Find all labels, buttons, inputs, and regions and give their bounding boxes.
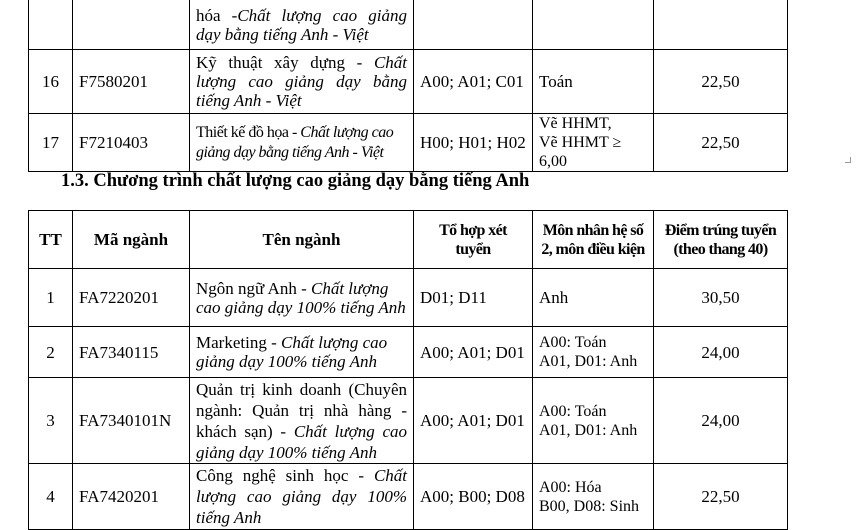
program-name [190, 327, 414, 378]
header-score [654, 211, 788, 269]
weighted-subject-line: Toán [539, 72, 573, 91]
admission-combination: A00; B00; D08 [414, 464, 533, 530]
program-name [190, 464, 414, 530]
table-row [29, 327, 788, 378]
weighted-subject-line: A00: Toán [539, 334, 607, 351]
row-number: 1 [29, 269, 73, 327]
program-code: FA7420201 [73, 464, 190, 530]
weighted-subject [533, 327, 654, 378]
row-number: 3 [29, 378, 73, 464]
table-row [29, 0, 788, 50]
program-name-italic: Chất lượng cao giảng dạy 100% tiếng Anh [196, 333, 388, 371]
weighted-subject-line: Vẽ HHMT, [539, 115, 612, 132]
program-name-plain: Quản trị kinh doanh (Chuyên ngành: Quản trị nhà hàng - khách sạn) - [196, 379, 407, 441]
weighted-subject [533, 378, 654, 464]
program-name-italic: Chất lượng cao giảng dạy bằng tiếng Anh - Việt [196, 123, 394, 161]
row-number: 4 [29, 464, 73, 530]
program-name-italic: Chất lượng cao giảng dạy 100% tiếng Anh [196, 466, 407, 527]
header-subject [533, 211, 654, 269]
header-combination: Tổ hợp xét tuyển [414, 211, 533, 269]
program-name-italic: Chất lượng cao giảng dạy bằng tiếng Anh - Việt [196, 5, 407, 44]
admission-combination: A00; A01; C01 [414, 50, 533, 114]
program-code: FA7340101N [73, 378, 190, 464]
weighted-subject-line: A01, D01: Anh [539, 353, 638, 370]
program-code [73, 0, 190, 50]
table-row [29, 50, 788, 114]
cutoff-score [654, 0, 788, 50]
weighted-subject [533, 0, 654, 50]
cutoff-score: 22,50 [654, 50, 788, 114]
row-number: 16 [29, 50, 73, 114]
weighted-subject [533, 464, 654, 530]
weighted-subject [533, 50, 654, 114]
program-code: FA7220201 [73, 269, 190, 327]
program-name-plain: Marketing - [196, 333, 281, 352]
admission-combination: H00; H01; H02 [414, 114, 533, 172]
table-row [29, 269, 788, 327]
header-subject-line: 2, môn điều kiện [541, 240, 645, 258]
weighted-subject [533, 269, 654, 327]
header-tt: TT [29, 211, 73, 269]
weighted-subject-line: A00: Hóa [539, 478, 602, 496]
program-name-italic: Chất lượng cao giảng dạy 100% tiếng Anh [196, 421, 407, 462]
program-code: F7210403 [73, 114, 190, 172]
table-row [29, 378, 788, 464]
program-name-plain: Kỹ thuật xây dựng - [196, 53, 374, 72]
table-header-row [29, 211, 788, 269]
header-score-line: (theo thang 40) [673, 240, 768, 258]
cutoff-score: 24,00 [654, 327, 788, 378]
program-code: FA7340115 [73, 327, 190, 378]
weighted-subject-line: A00: Toán [539, 402, 607, 420]
program-name-plain: Công nghệ sinh học - [196, 466, 374, 485]
program-name [190, 50, 414, 114]
section-heading: 1.3. Chương trình chất lượng cao giảng dạy bằng tiếng Anh [61, 171, 530, 191]
row-number [29, 0, 73, 50]
program-name-italic: Chất lượng cao giảng dạy 100% tiếng Anh [196, 278, 406, 317]
program-code: F7580201 [73, 50, 190, 114]
header-score-line: Điểm trúng tuyển [664, 221, 777, 239]
cutoff-score: 24,00 [654, 378, 788, 464]
admission-combination: A00; A01; D01 [414, 378, 533, 464]
weighted-subject-line: Vẽ HHMT ≥ 6,00 [539, 134, 622, 170]
header-subject-line: Môn nhân hệ số [542, 221, 644, 239]
header-name: Tên ngành [190, 211, 414, 269]
program-name [190, 269, 414, 327]
admission-combination [414, 0, 533, 50]
cutoff-score: 22,50 [654, 464, 788, 530]
program-name [190, 0, 414, 50]
row-number: 17 [29, 114, 73, 172]
weighted-subject-line: B00, D08: Sinh [539, 497, 640, 515]
row-number: 2 [29, 327, 73, 378]
header-code: Mã ngành [73, 211, 190, 269]
program-name [190, 378, 414, 464]
program-name [190, 114, 414, 172]
table-row [29, 114, 788, 172]
program-name-plain: Ngôn ngữ Anh - [196, 278, 311, 298]
program-name-plain: Thiết kế đồ họa - [196, 123, 301, 141]
program-name-italic: Chất lượng cao giảng dạy bằng tiếng Anh - Việt [196, 53, 407, 110]
weighted-subject-line: A01, D01: Anh [539, 421, 638, 439]
cutoff-score: 22,50 [654, 114, 788, 172]
admission-combination: D01; D11 [414, 269, 533, 327]
page-corner-mark [845, 157, 851, 163]
main-table [28, 210, 788, 530]
cutoff-score: 30,50 [654, 269, 788, 327]
weighted-subject-line: Anh [539, 288, 569, 307]
weighted-subject [533, 114, 654, 172]
top-table [28, 0, 788, 172]
admission-combination: A00; A01; D01 [414, 327, 533, 378]
program-name-plain: hóa - [196, 5, 238, 25]
table-row [29, 464, 788, 530]
